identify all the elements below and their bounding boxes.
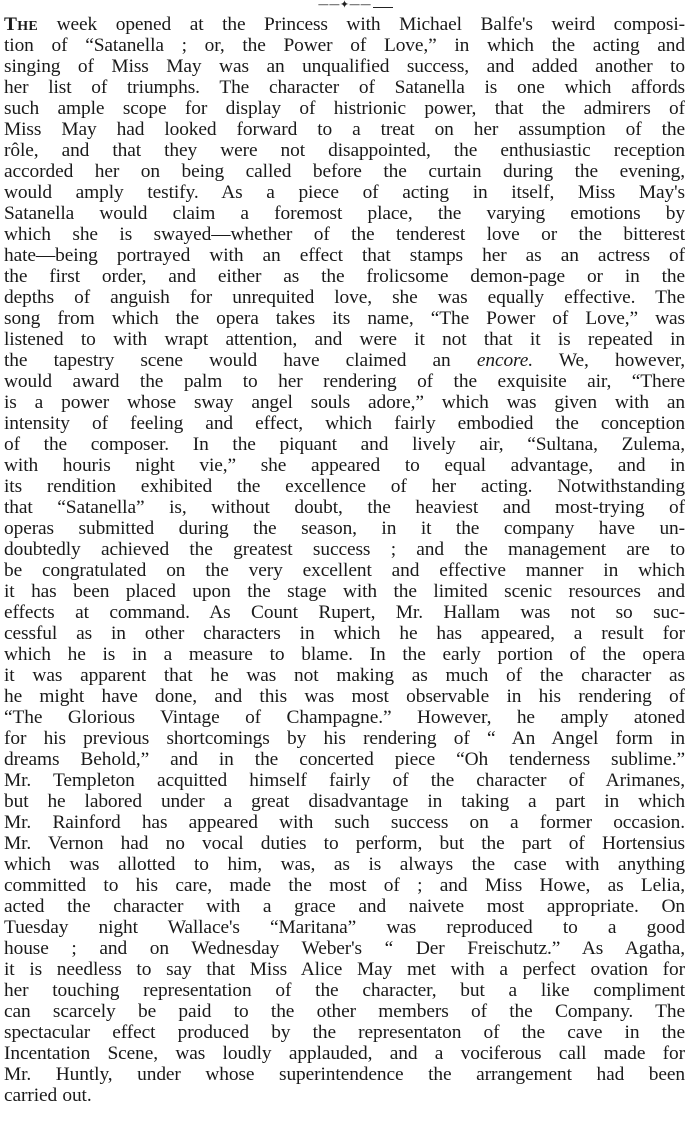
article-line-7: rôle, and that they were not disappointed, the enthusiastic reception [4, 140, 685, 161]
article-line-34: “The Glorious Vintage of Champagne.” However, he amply atoned [4, 707, 685, 728]
article-line-26: doubtedly achieved the greatest success ; and the management are to [4, 539, 685, 560]
article-line-1: The week opened at the Princess with Michael Balfe's weird composi- [4, 14, 685, 35]
article-line-48: can scarcely be paid to the other members of the Company. The [4, 1001, 685, 1022]
article-line-47: her touching representation of the character, but a like compliment [4, 980, 685, 1001]
article-line-27: be congratulated on the very excellent and effective manner in which [4, 560, 685, 581]
article-line-44: Tuesday night Wallace's “Maritana” was reproduced to a good [4, 917, 685, 938]
article-line-23: its rendition exhibited the excellence of her acting. Notwithstanding [4, 476, 685, 497]
article-line-32: it was apparent that he was not making as much of the character as [4, 665, 685, 686]
article-line-12: hate—being portrayed with an effect that stamps her as an actress of [4, 245, 685, 266]
article-line-33: he might have done, and this was most observable in his rendering of [4, 686, 685, 707]
article-line-16: listened to with wrapt attention, and were it not that it is repeated in [4, 329, 685, 350]
article-line-52: carried out. [4, 1085, 92, 1106]
article-line-20: intensity of feeling and effect, which fairly embodied the conception [4, 413, 685, 434]
article-line-15: song from which the opera takes its name, “The Power of Love,” was [4, 308, 685, 329]
article-line-8: accorded her on being called before the curtain during the evening, [4, 161, 685, 182]
article-line-6: Miss May had looked forward to a treat on her assumption of the [4, 119, 685, 140]
divider-ornament: ——✦—— [317, 0, 372, 11]
article-line-29: effects at command. As Count Rupert, Mr. Hallam was not so suc- [4, 602, 685, 623]
article-line-45: house ; and on Wednesday Weber's “ Der Freischutz.” As Agatha, [4, 938, 685, 959]
article-line-35: for his previous shortcomings by his rendering of “ An Angel form in [4, 728, 685, 749]
article-line-13: the first order, and either as the frolicsome demon-page or in the [4, 266, 685, 287]
article-line-3: singing of Miss May was an unqualified success, and added another to [4, 56, 685, 77]
encore-word: encore. [476, 350, 534, 371]
article-line-10: Satanella would claim a foremost place, the varying emotions by [4, 203, 685, 224]
article-line-38: but he labored under a great disadvantage in taking a part in which [4, 791, 685, 812]
lead-word: The [4, 14, 39, 35]
article-line-50: Incentation Scene, was loudly applauded, and a vociferous call made for [4, 1043, 685, 1064]
article-line-11: which she is swayed—whether of the tenderest love or the bitterest [4, 224, 685, 245]
article-line-24: that “Satanella” is, without doubt, the heaviest and most-trying of [4, 497, 685, 518]
article-line-5: such ample scope for display of histrionic power, that the admirers of [4, 98, 685, 119]
article-line-36: dreams Behold,” and in the concerted piece “Oh tenderness sublime.” [4, 749, 685, 770]
article-line-31: which he is in a measure to blame. In the early portion of the opera [4, 644, 685, 665]
article-line-41: which was allotted to him, was, as is always the case with anything [4, 854, 685, 875]
article-line-18: would award the palm to her rendering of the exquisite air, “There [4, 371, 685, 392]
article-line-37: Mr. Templeton acquitted himself fairly of the character of Arimanes, [4, 770, 685, 791]
article-line-25: operas submitted during the season, in it the company have un- [4, 518, 685, 539]
theatre-review-article [4, 14, 685, 1106]
article-line-30: cessful as in other characters in which he has appeared, a result for [4, 623, 685, 644]
article-line-39: Mr. Rainford has appeared with such success on a former occasion. [4, 812, 685, 833]
article-line-42: committed to his care, made the most of ; and Miss Howe, as Lelia, [4, 875, 685, 896]
article-line-40: Mr. Vernon had no vocal duties to perform, but the part of Hortensius [4, 833, 685, 854]
section-divider [4, 0, 685, 14]
article-line-21: of the composer. In the piquant and lively air, “Sultana, Zulema, [4, 434, 685, 455]
article-line-4: her list of triumphs. The character of Satanella is one which affords [4, 77, 685, 98]
article-line-17: the tapestry scene would have claimed an encore. We, however, [4, 350, 685, 371]
article-line-2: tion of “Satanella ; or, the Power of Love,” in which the acting and [4, 35, 685, 56]
article-line-46: it is needless to say that Miss Alice May met with a perfect ovation for [4, 959, 685, 980]
article-line-22: with houris night vie,” she appeared to equal advantage, and in [4, 455, 685, 476]
article-line-43: acted the character with a grace and naivete most appropriate. On [4, 896, 685, 917]
article-line-49: spectacular effect produced by the representaton of the cave in the [4, 1022, 685, 1043]
article-line-19: is a power whose sway angel souls adore,” which was given with an [4, 392, 685, 413]
article-line-51: Mr. Huntly, under whose superintendence the arrangement had been [4, 1064, 685, 1085]
article-line-28: it has been placed upon the stage with the limited scenic resources and [4, 581, 685, 602]
article-line-9: would amply testify. As a piece of acting in itself, Miss May's [4, 182, 685, 203]
article-line-14: depths of anguish for unrequited love, she was equally effective. The [4, 287, 685, 308]
